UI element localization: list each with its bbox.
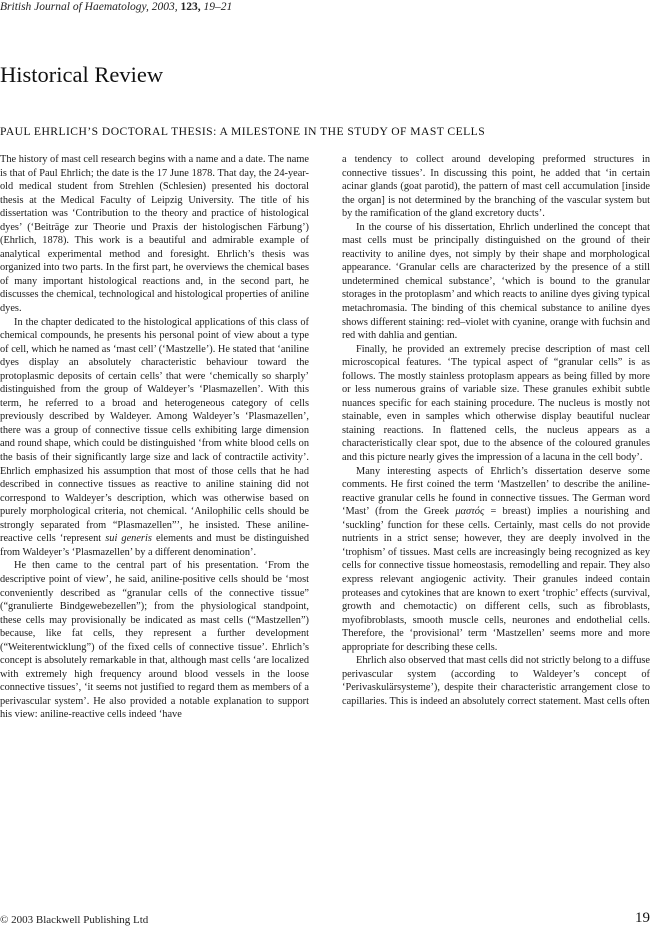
paragraph [342, 465, 650, 655]
article-title: PAUL EHRLICH’S DOCTORAL THESIS: A MILESTONE IN THE STUDY OF MAST CELLS [0, 125, 486, 138]
right-column [342, 153, 650, 708]
journal-pages: 19–21 [200, 1, 233, 13]
paragraph-text: = breast) implies a nourishing and ‘suckling’ function for these cells. Certainly, mast cells do not provide nutrients in a strict sense; however, they are deeply involved in the ‘trophism’ of tissues. Mast cells are increasingly being recognized as key cells for connective tissue homeostasis, remodelling and repair. They also express relevant angiogenic activity. Their granules indeed contain proteases and cytokines that are known to exert ‘trophic’ effects (survival, growth and chemotactic) on different cells, such as fibroblasts, myofibroblasts, smooth muscle cells, neurones and endothelial cells. Therefore, the ‘provisional’ term ‘Mastzellen’ seems more and more appropriate for describing these cells. [342, 506, 650, 653]
paragraph-text: Many interesting aspects of Ehrlich’s dissertation deserve some comments. He first coined the term ‘Mastzellen’ to describe the aniline-reactive granular cells he found in connective tissues. The German word ‘Mast’ (from the Greek [342, 465, 650, 518]
paragraph: In the course of his dissertation, Ehrlich underlined the concept that mast cells must be principally distinguished on the ground of their reactivity to aniline dyes, not simply by their shape and morphological appearance. ‘Granular cells are characterized by the presence of a still undetermined chemical substance’, ‘which is bound to the granular storages in the protoplasm’ and which reacts to aniline dyes giving typical metachromasia. The binding of this chemical substance to aniline dyes shows different staining: red–violet with cyanine, orange with fuchsin and red with dahlia and gentian. [342, 221, 650, 342]
paragraph-text: elements and must be distinguished from Waldeyer’s ‘Plasmazellen’ by a different denomination’. [0, 533, 309, 558]
left-column [0, 153, 309, 722]
journal-year: 2003, [148, 1, 178, 13]
italic-term: sui generis [105, 533, 152, 545]
journal-volume: 123, [177, 1, 201, 13]
page-number: 19 [635, 910, 650, 926]
copyright-notice: © 2003 Blackwell Publishing Ltd [0, 914, 149, 926]
journal-header [0, 1, 232, 13]
paragraph: Ehrlich also observed that mast cells did not strictly belong to a diffuse perivascular system (according to Waldeyer’s concept of ‘Perivaskulärsysteme’), despite their characteristic arrangement close to capillaries. This is indeed an absolutely correct statement. Mast cells often [342, 655, 650, 707]
paragraph: a tendency to collect around developing preformed structures in connective tissues’. In discussing this point, he added that ‘in certain acinar glands (goat parotid), the pattern of mast cell accumulation [inside the organ] is not determined by the branching of the vascular system but by the ramification of the gland excretory ducts’. [342, 154, 650, 220]
paragraph-text: In the chapter dedicated to the histological applications of this class of chemical compounds, he presents his personal point of view about a type of cell, which he named as ‘mast cell’ (‘Mastzelle’). He stated that ‘aniline dyes display an absolutely characteristic behaviour toward the protoplasmic deposits of certain cells’ that were ‘chemically so sharply’ distinguished from the group of Waldeyer’s ‘Plasmazellen’. With this term, he referred to a broad and heterogeneous category of cells previously described by Waldeyer. Among Waldeyer’s ‘Plasmazellen’, there was a group of connective tissue cells exhibiting large dimension and round shape, which could be distinguished ‘from white blood cells on the basis of their significantly large size and lack of contractile activity’. Ehrlich emphasized his assumption that most of those cells that he had described in connective tissues as reactive to aniline staining did not correspond to Waldeyer’s description, which was otherwise based on purely morphological criteria, not chemical. ‘Anilophilic cells should be strongly separated from “Plasmazellen”’, he insisted. These aniline-reactive cells ‘represent [0, 316, 309, 545]
journal-name: British Journal of Haematology, [0, 1, 149, 13]
paragraph: Finally, he provided an extremely precise description of mast cell microscopical features. ‘The typical aspect of “granular cells” is as follows. The mostly stainless protoplasm appears as being filled by more or less numerous grains of variable size. These granules exhibit subtle nuances specific for each staining procedure. The nucleus is mostly not stainable, even in samples which otherwise display beautiful nuclear staining reactions. In flattened cells, the nucleus appears as a characteristically clear spot, due to the absence of the coloured granules and this picture nearly gives the impression of a lacuna in the cell body’. [342, 343, 650, 464]
paragraph [0, 316, 309, 560]
greek-word: μαστός [455, 506, 485, 518]
paragraph: The history of mast cell research begins with a name and a date. The name is that of Paul Ehrlich; the date is the 17 June 1878. That day, the 24-year-old medical student from Strehlen (Schlesien) presented his doctoral thesis at the Medical Faculty of Leipzig University. The title of his dissertation was ‘Contribution to the theory and practice of histological dyes’ (‘Beiträge zur Theorie und Praxis der histologischen Färbung’) (Ehrlich, 1878). This work is a beautiful and admirable example of analytical experimental method and foresight. Ehrlich’s thesis was organized into two parts. In the first part, he overviews the chemical bases of many important histological reactions and, in the second part, he discusses the chemical, technological and histological properties of aniline dyes. [0, 154, 309, 315]
paragraph: He then came to the central part of his presentation. ‘From the descriptive point of view’, he said, aniline-positive cells should be ‘most conveniently described as “granular cells of the connective tissue” (“granulierte Bindgewebezellen”); from the physiological standpoint, these cells may provisionally be indicated as mast cells (“Mastzellen”) because, like fat cells, they represent a further development (“Weiterentwicklung”) of the fixed cells of connective tissue’. Ehrlich’s concept is absolutely remarkable in that, although mast cells ‘are localized with extremely high frequency around blood vessels in the loose connective tissues’, ‘it seems not justified to regard them as members of a perivascular system’. He also provided a notable explanation to support his view: aniline-reactive cells indeed ‘have [0, 560, 309, 721]
section-title: Historical Review [0, 62, 164, 87]
